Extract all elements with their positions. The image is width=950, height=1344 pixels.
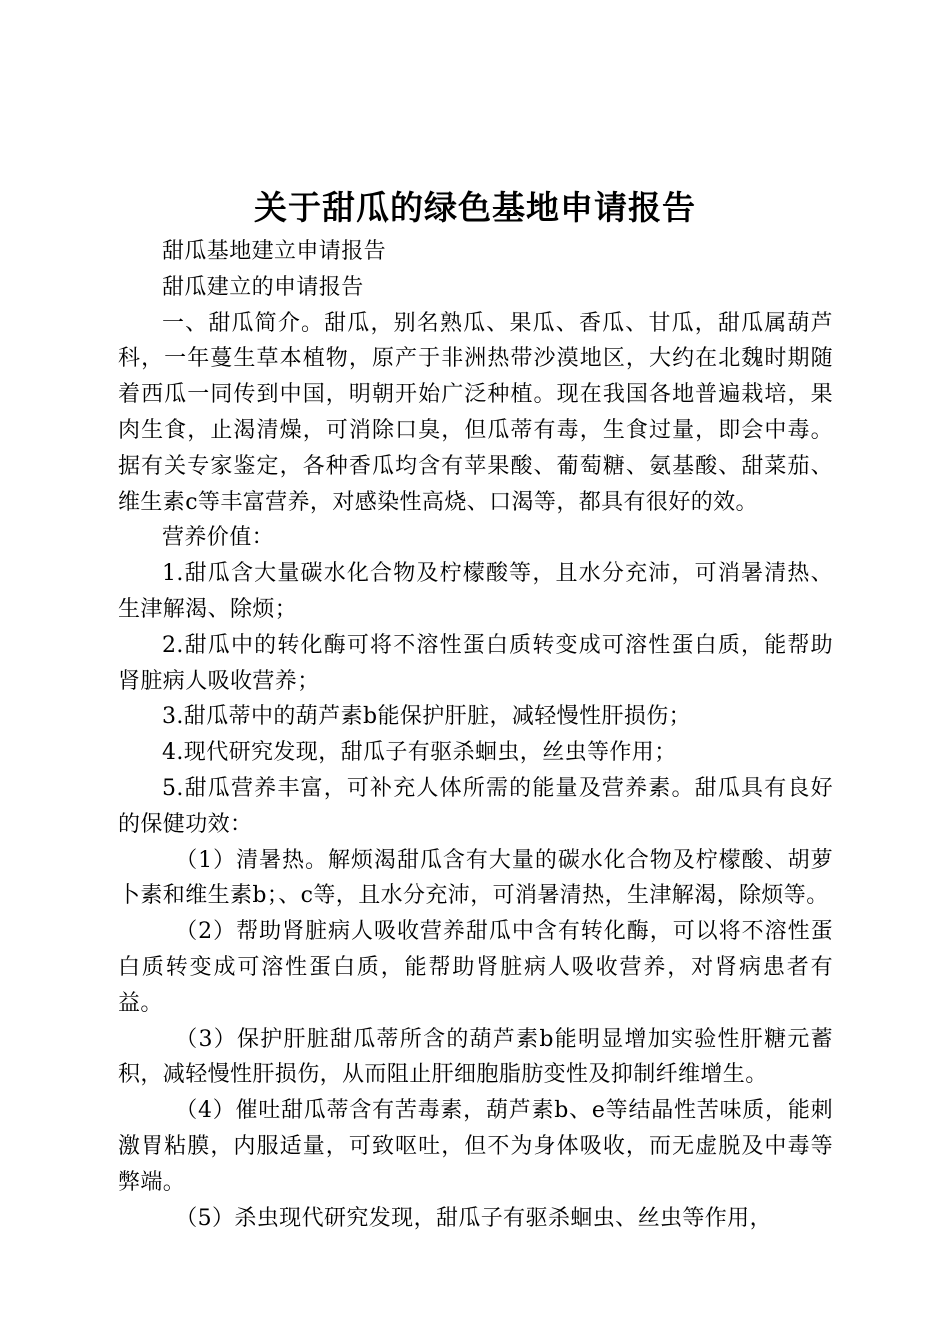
paragraph-effect-4: （4）催吐甜瓜蒂含有苦毒素，葫芦素b、e等结晶性苦味质，能刺激胃粘膜，内服适量，可致呕吐，但不为身体吸收，而无虚脱及中毒等弊端。: [118, 1098, 833, 1195]
document-title: 关于甜瓜的绿色基地申请报告: [254, 188, 696, 227]
paragraph-nutrition-item-4: 4.现代研究发现，甜瓜子有驱杀蛔虫，丝虫等作用；: [162, 740, 677, 766]
document-body: [118, 234, 833, 1236]
paragraph-intro: 一、甜瓜简介。甜瓜，别名熟瓜、果瓜、香瓜、甘瓜，甜瓜属葫芦科，一年蔓生草本植物，原产于非洲热带沙漠地区，大约在北魏时期随着西瓜一同传到中国，明朝开始广泛种植。现在我国各地普遍栽培，果肉生食，止渴清燥，可消除口臭，但瓜蒂有毒，生食过量，即会中毒。据有关专家鉴定，各种香瓜均含有苹果酸、葡萄糖、氨基酸、甜菜茄、维生素c等丰富营养，对感染性高烧、口渴等，都具有很好的效。: [118, 310, 833, 515]
paragraph-effect-5: （5）杀虫现代研究发现，甜瓜子有驱杀蛔虫、丝虫等作用，: [175, 1205, 772, 1231]
paragraph-nutrition-heading: 营养价值：: [162, 525, 275, 551]
paragraph-nutrition-item-3: 3.甜瓜蒂中的葫芦素b能保护肝脏，减轻慢性肝损伤；: [162, 704, 692, 730]
paragraph-nutrition-item-1: 1.甜瓜含大量碳水化合物及柠檬酸等，且水分充沛，可消暑清热、生津解渴、除烦；: [118, 561, 833, 622]
paragraph-nutrition-item-5: 5.甜瓜营养丰富，可补充人体所需的能量及营养素。甜瓜具有良好的保健功效：: [118, 775, 833, 837]
paragraph-nutrition-item-2: 2.甜瓜中的转化酶可将不溶性蛋白质转变成可溶性蛋白质，能帮助肾脏病人吸收营养；: [118, 632, 833, 694]
paragraph-subtitle-1: 甜瓜基地建立申请报告: [162, 239, 387, 264]
paragraph-subtitle-2: 甜瓜建立的申请报告: [162, 274, 364, 300]
paragraph-effect-2: （2）帮助肾脏病人吸收营养甜瓜中含有转化酶，可以将不溶性蛋白质转变成可溶性蛋白质，能帮助肾脏病人吸收营养，对肾病患者有益。: [118, 919, 833, 1016]
paragraph-effect-3: （3）保护肝脏甜瓜蒂所含的葫芦素b能明显增加实验性肝糖元蓄积，减轻慢性肝损伤，从而阻止肝细胞脂肪变性及抑制纤维增生。: [118, 1026, 833, 1088]
paragraph-effect-1: （1）清暑热。解烦渴甜瓜含有大量的碳水化合物及柠檬酸、胡萝卜素和维生素b；、c等，且水分充沛，可消暑清热，生津解渴，除烦等。: [118, 847, 833, 909]
